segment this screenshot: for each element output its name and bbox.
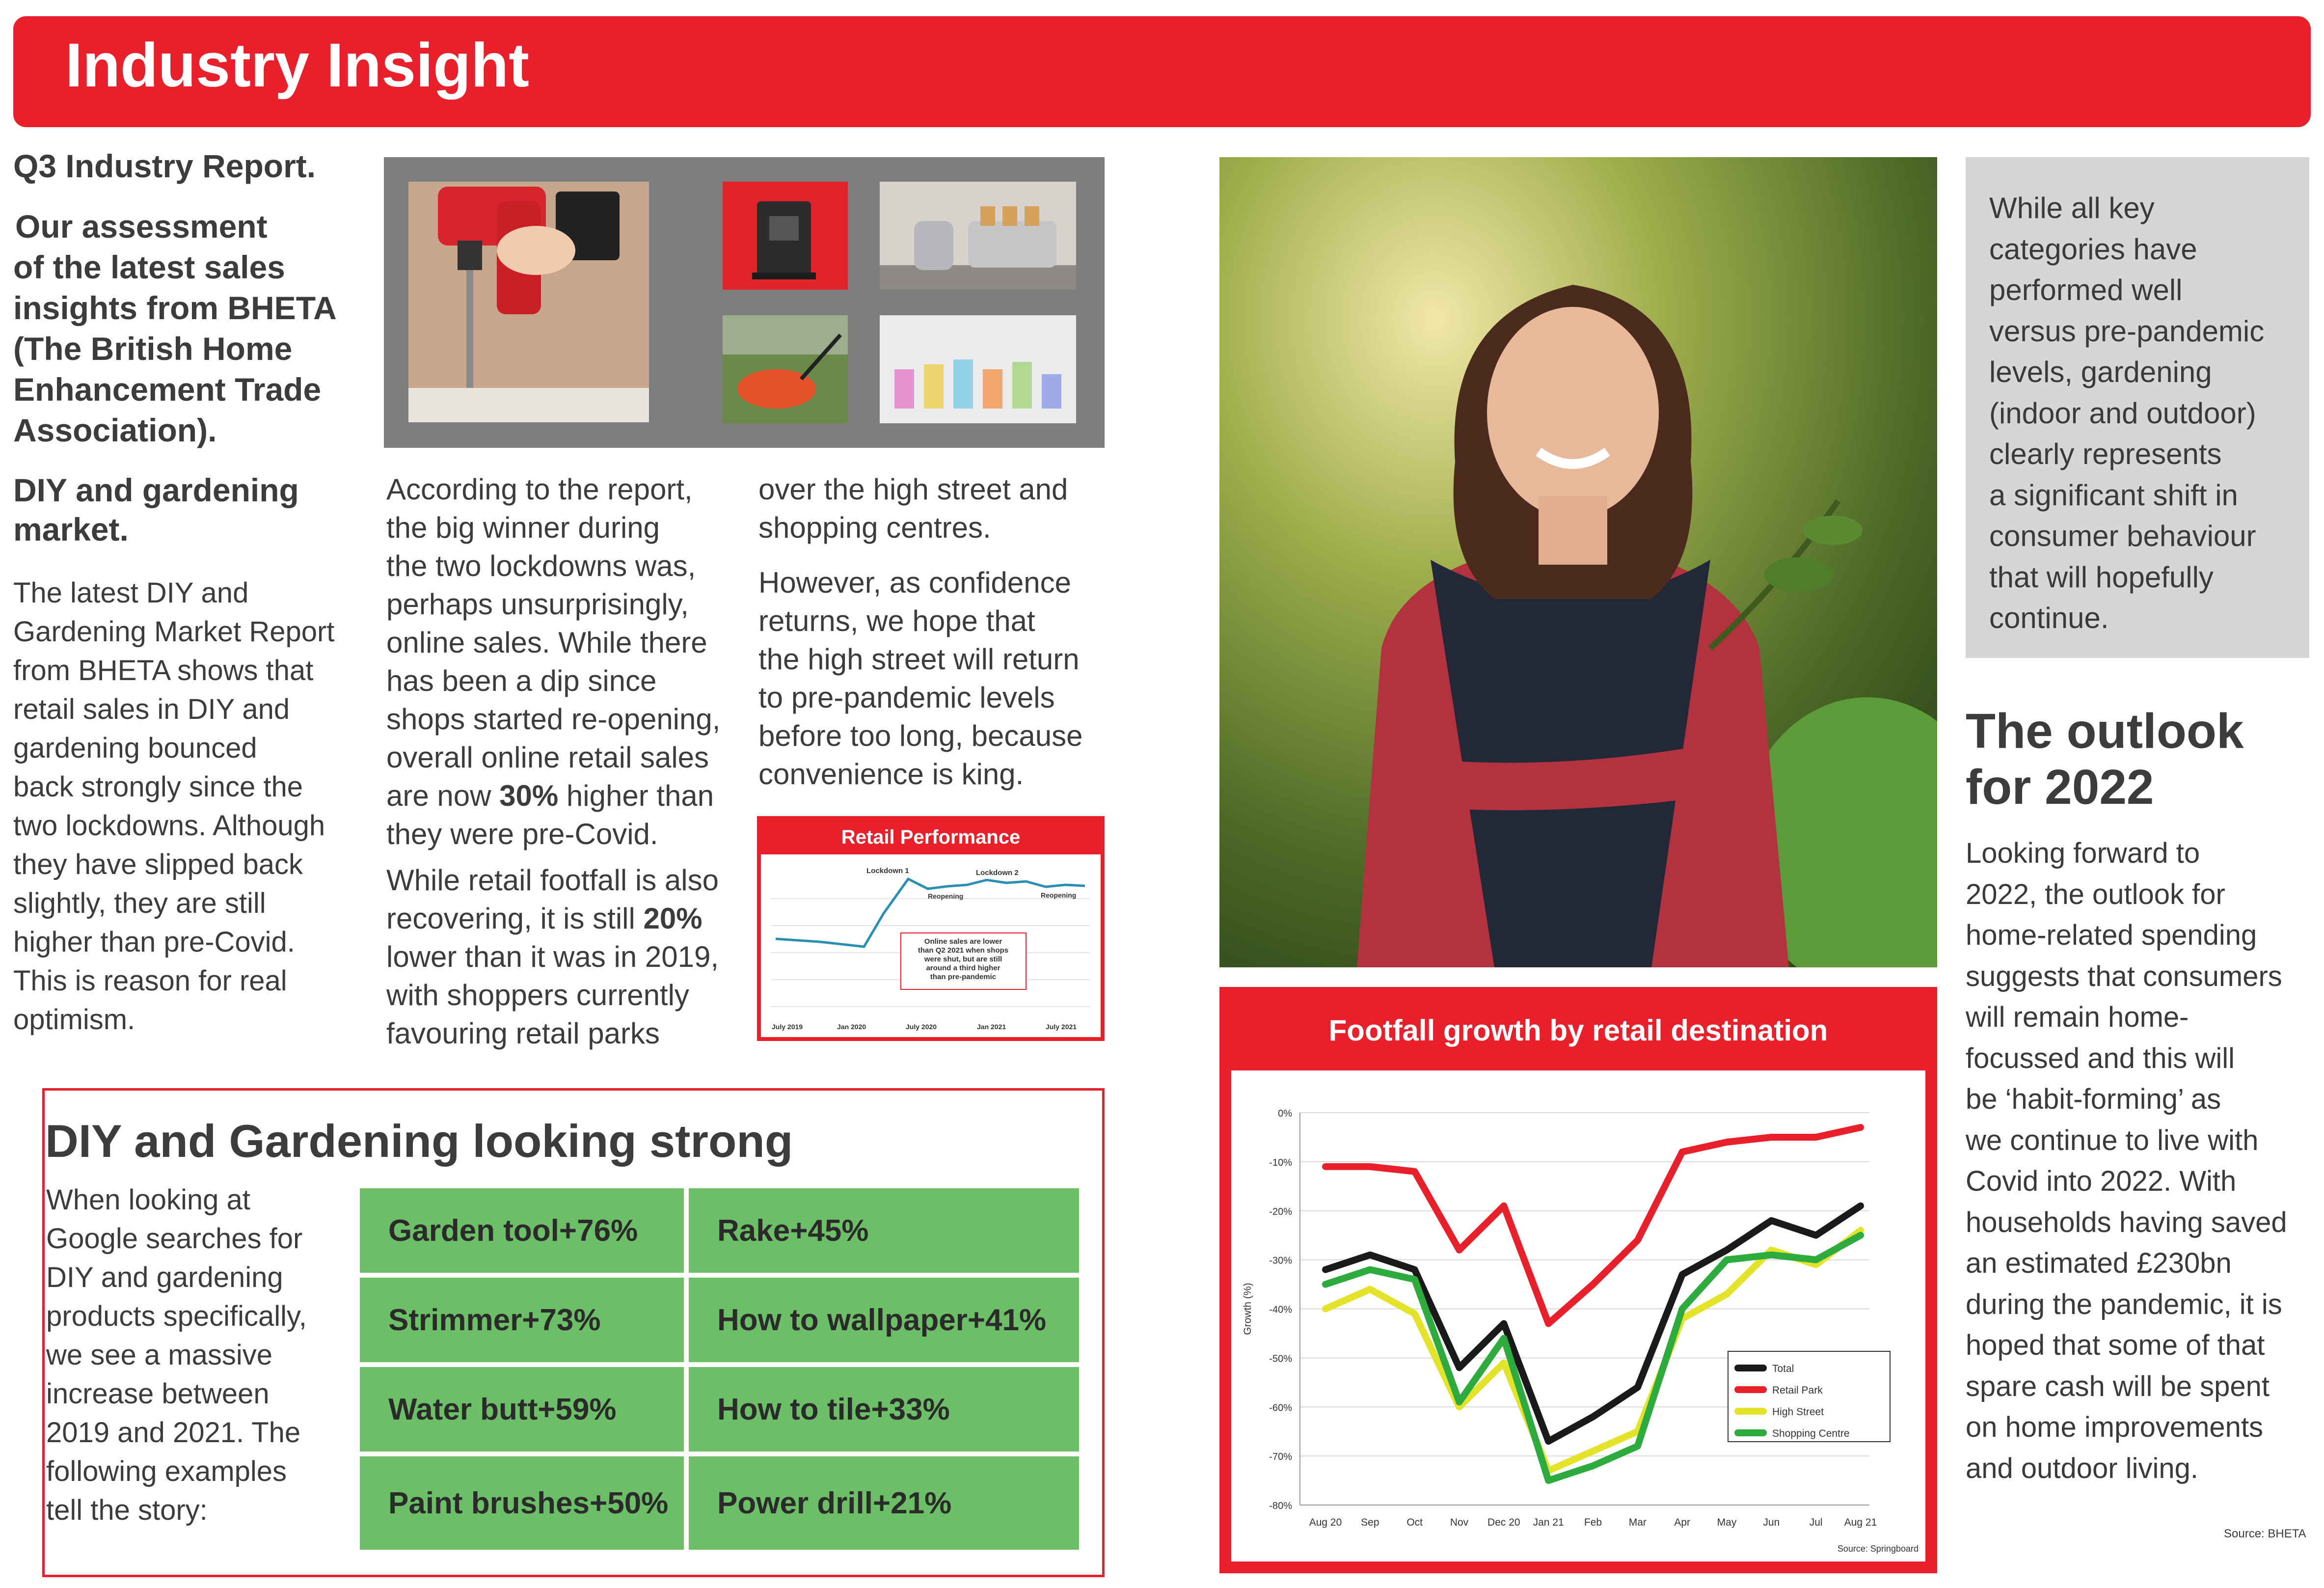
product-photo-panel (384, 157, 1105, 448)
lawn-mower-image (723, 315, 848, 423)
annotation-reopening: Reopening (928, 892, 964, 900)
y-tick-label: 0% (1278, 1108, 1292, 1119)
bheta-source: Source: BHETA (2224, 1527, 2306, 1540)
text-line: clearly represents (1989, 438, 2222, 470)
note-line: Online sales are lower (924, 937, 1002, 946)
kettle-toaster-image (880, 182, 1076, 290)
text-line: spare cash will be spent (1966, 1370, 2270, 1402)
y-tick-label: -60% (1269, 1402, 1292, 1414)
text-line: Covid into 2022. With (1966, 1165, 2237, 1197)
text-line: on home improvements (1966, 1411, 2264, 1443)
y-tick-label: -80% (1269, 1501, 1292, 1511)
text-line: has been a dip since (386, 664, 657, 697)
text-line: to pre-pandemic levels (758, 681, 1055, 714)
lead-line: Association). (13, 412, 217, 448)
chart-source: Source: Springboard (1837, 1544, 1919, 1554)
text-line: favouring retail parks (386, 1017, 660, 1050)
intro-lead (13, 206, 337, 451)
market-heading (13, 470, 299, 549)
text-line: This is reason for real (13, 965, 287, 997)
text-line: will remain home- (1966, 1001, 2189, 1033)
footfall-chart-title: Footfall growth by retail destination (1328, 1014, 1828, 1047)
search-item-name: Water butt (388, 1392, 538, 1426)
text-line: While retail footfall is also (386, 864, 719, 897)
text-line: 2019 and 2021. The (46, 1417, 301, 1449)
text-line: following examples (46, 1455, 287, 1487)
text-line: the two lockdowns was, (386, 549, 696, 582)
x-tick-label: Jan 2021 (977, 1023, 1006, 1031)
x-tick-label: Jun (1763, 1517, 1780, 1528)
text-line: higher than pre-Covid. (13, 926, 295, 958)
note-line: than Q2 2021 when shops (918, 946, 1009, 955)
text-line: over the high street and (758, 473, 1068, 506)
search-item-value: +59% (538, 1392, 617, 1426)
online-sales-paragraph (386, 470, 720, 853)
x-tick-label: Apr (1674, 1517, 1691, 1528)
text-line: overall online retail sales (386, 741, 709, 774)
text-line: retail sales in DIY and (13, 693, 290, 725)
text-line: and outdoor living. (1966, 1452, 2198, 1484)
search-item-cell (689, 1188, 1079, 1273)
lead-line: Our assessment (15, 208, 268, 245)
power-drill-image (408, 182, 649, 422)
footfall-chart (1231, 1070, 1925, 1561)
search-item-value: +45% (790, 1213, 869, 1248)
glassware-image (880, 315, 1076, 423)
search-item-cell (360, 1456, 684, 1550)
y-tick-label: -40% (1269, 1304, 1292, 1315)
text-line: slightly, they are still (13, 887, 266, 919)
text-line: be ‘habit-forming’ as (1966, 1083, 2221, 1115)
search-item-name: Strimmer (388, 1303, 522, 1337)
text-span: are now (386, 779, 500, 812)
text-line: When looking at (46, 1184, 250, 1216)
page-title: Industry Insight (65, 30, 529, 100)
y-tick-label: -70% (1269, 1451, 1292, 1463)
retail-performance-plot (761, 854, 1101, 1037)
y-tick-label: -10% (1269, 1157, 1292, 1168)
x-tick-label: Mar (1628, 1517, 1647, 1528)
text-line: (indoor and outdoor) (1989, 396, 2256, 430)
search-item-name: How to wallpaper (717, 1303, 968, 1337)
outlook-heading-line: The outlook (1966, 704, 2244, 759)
text-line (386, 900, 719, 938)
search-item-cell (360, 1188, 684, 1273)
text-line: optimism. (13, 1004, 135, 1036)
text-line: focussed and this will (1966, 1042, 2235, 1074)
note-line: were shut, but are still (924, 955, 1002, 963)
text-line: According to the report, (386, 473, 693, 506)
text-line: households having saved (1966, 1206, 2287, 1238)
lead-line: Enhancement Trade (13, 371, 322, 408)
diy-gardening-title: DIY and Gardening looking strong (45, 1115, 793, 1167)
text-line: DIY and gardening (46, 1261, 283, 1293)
search-item-cell (360, 1367, 684, 1451)
search-item-name: Rake (717, 1213, 790, 1248)
y-tick-label: -30% (1269, 1255, 1292, 1266)
search-item-name: Garden tool (388, 1213, 559, 1248)
text-line: hoped that some of that (1966, 1329, 2265, 1361)
text-line: they were pre-Covid. (386, 818, 658, 850)
legend-label: Total (1772, 1363, 1794, 1374)
x-tick-label: Aug 20 (1309, 1517, 1342, 1528)
retail-performance-title: Retail Performance (761, 820, 1101, 854)
search-item-value: +73% (522, 1303, 601, 1337)
search-item-name: Paint brushes (388, 1486, 590, 1520)
market-paragraph (13, 574, 334, 1039)
highlight-percent: 20% (643, 902, 703, 935)
text-line: an estimated £230bn (1966, 1247, 2232, 1279)
search-item-name: Power drill (717, 1486, 873, 1520)
text-line: from BHETA shows that (13, 655, 314, 686)
search-item-value: +76% (559, 1213, 638, 1248)
text-line: performed well (1989, 274, 2183, 306)
x-tick-label: Jan 21 (1533, 1517, 1564, 1528)
text-line: However, as confidence (758, 566, 1072, 599)
coffee-machine-image (723, 182, 848, 290)
search-item-value: +21% (872, 1486, 952, 1520)
lead-line: insights from BHETA (13, 290, 337, 326)
text-line: categories have (1989, 232, 2197, 266)
search-item-cell (360, 1278, 684, 1362)
search-item-value: +41% (967, 1303, 1047, 1337)
search-item-value: +50% (590, 1486, 669, 1520)
text-line: we continue to live with (1966, 1124, 2259, 1156)
pull-quote (1989, 188, 2264, 639)
high-street-paragraph (758, 470, 1068, 547)
text-line: before too long, because (758, 719, 1083, 752)
text-line: during the pandemic, it is (1966, 1288, 2282, 1320)
x-tick-label: Sep (1361, 1517, 1379, 1528)
gardener-photo (1219, 157, 1937, 967)
report-heading: Q3 Industry Report. (13, 148, 316, 184)
text-line: convenience is king. (758, 758, 1024, 791)
legend-label: High Street (1772, 1406, 1824, 1418)
legend-label: Shopping Centre (1772, 1428, 1850, 1439)
text-line: the big winner during (386, 511, 660, 544)
text-line: perhaps unsurprisingly, (386, 588, 689, 621)
text-line: a significant shift in (1989, 478, 2238, 512)
text-line: online sales. While there (386, 626, 707, 659)
text-line: consumer behaviour (1989, 520, 2256, 552)
text-line: two lockdowns. Although (13, 810, 325, 842)
market-heading-line: market. (13, 511, 129, 548)
text-line: back strongly since the (13, 771, 303, 803)
x-tick-label: July 2021 (1046, 1023, 1077, 1031)
confidence-paragraph (758, 564, 1083, 794)
lead-line: (The British Home (13, 330, 293, 367)
x-tick-label: May (1717, 1517, 1737, 1528)
x-tick-label: Nov (1450, 1517, 1469, 1528)
annotation-lockdown-2: Lockdown 2 (976, 869, 1019, 877)
text-line (386, 777, 720, 815)
x-tick-label: July 2019 (772, 1023, 803, 1031)
annotation-lockdown-1: Lockdown 1 (866, 867, 909, 875)
annotation-reopening: Reopening (1041, 891, 1077, 899)
footfall-paragraph (386, 861, 719, 1053)
text-line: increase between (46, 1378, 270, 1410)
search-item-value: +33% (871, 1392, 950, 1426)
text-line: returns, we hope that (758, 604, 1035, 637)
note-line: than pre-pandemic (930, 973, 997, 981)
outlook-heading (1966, 703, 2244, 815)
text-span: recovering, it is still (386, 902, 644, 935)
retail-performance-chart (757, 816, 1105, 1041)
text-line: shops started re-opening, (386, 703, 721, 736)
x-tick-label: Jul (1809, 1517, 1823, 1528)
text-line: Looking forward to (1966, 837, 2200, 869)
x-tick-label: Feb (1584, 1517, 1602, 1528)
search-item-cell (689, 1278, 1079, 1362)
y-axis-label: Growth (%) (1242, 1283, 1253, 1335)
text-line: levels, gardening (1989, 356, 2212, 388)
text-line: Gardening Market Report (13, 616, 335, 648)
market-heading-line: DIY and gardening (13, 472, 299, 508)
y-tick-label: -50% (1269, 1353, 1292, 1365)
text-line: The latest DIY and (13, 577, 249, 609)
text-line: they have slipped back (13, 849, 303, 880)
text-line: lower than it was in 2019, (386, 940, 719, 973)
x-tick-label: Oct (1406, 1517, 1423, 1528)
lead-line: of the latest sales (13, 249, 285, 285)
text-line: suggests that consumers (1966, 960, 2282, 992)
text-line: products specifically, (46, 1300, 307, 1332)
x-tick-label: Aug 21 (1844, 1517, 1877, 1528)
note-line: around a third higher (926, 964, 1000, 972)
outlook-heading-line: for 2022 (1966, 760, 2154, 815)
outlook-paragraph (1966, 833, 2287, 1489)
google-searches-paragraph (46, 1180, 307, 1530)
text-line: continue. (1989, 602, 2109, 634)
x-tick-label: Dec 20 (1487, 1517, 1520, 1528)
text-line: Google searches for (46, 1223, 303, 1255)
text-line: gardening bounced (13, 732, 257, 764)
text-line: that will hopefully (1989, 560, 2214, 594)
text-line: tell the story: (46, 1494, 208, 1526)
x-tick-label: Jan 2020 (837, 1023, 866, 1031)
text-line: While all key (1989, 192, 2155, 224)
search-item-cell (689, 1456, 1079, 1550)
text-line: versus pre-pandemic (1989, 314, 2265, 348)
text-line: we see a massive (46, 1339, 272, 1371)
x-tick-label: July 2020 (906, 1023, 937, 1031)
text-line: 2022, the outlook for (1966, 878, 2225, 910)
text-line: the high street will return (758, 643, 1080, 676)
y-tick-label: -20% (1269, 1206, 1292, 1217)
text-line: with shoppers currently (386, 979, 689, 1012)
highlight-percent: 30% (499, 779, 559, 812)
search-item-cell (689, 1367, 1079, 1451)
text-line: home-related spending (1966, 919, 2257, 951)
legend-label: Retail Park (1772, 1385, 1823, 1396)
search-item-name: How to tile (717, 1392, 871, 1426)
text-span: higher than (558, 779, 714, 812)
text-line: shopping centres. (758, 511, 991, 544)
